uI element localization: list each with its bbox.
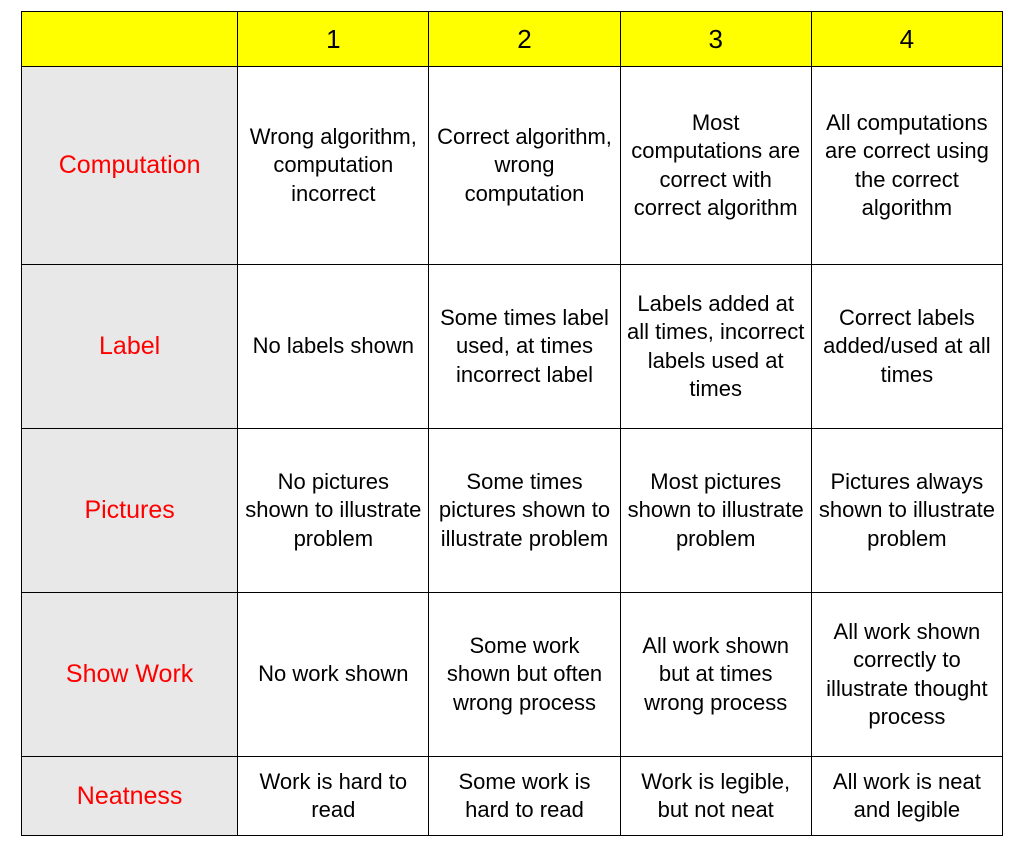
table-row xyxy=(22,593,1003,757)
rubric-cell: Wrong algorithm, computation incorrect xyxy=(238,67,429,265)
table-row xyxy=(22,265,1003,429)
rubric-table xyxy=(21,11,1003,836)
table-row xyxy=(22,67,1003,265)
rubric-cell: Correct labels added/used at all times xyxy=(811,265,1002,429)
rubric-cell: No labels shown xyxy=(238,265,429,429)
rubric-cell: Most computations are correct with correct algorithm xyxy=(620,67,811,265)
criterion-label: Pictures xyxy=(22,429,238,593)
rubric-cell: No pictures shown to illustrate problem xyxy=(238,429,429,593)
level-header-4: 4 xyxy=(811,12,1002,67)
rubric-cell: All computations are correct using the correct algorithm xyxy=(811,67,1002,265)
criterion-label: Label xyxy=(22,265,238,429)
rubric-cell: Some times label used, at times incorrect label xyxy=(429,265,620,429)
rubric-cell: Work is hard to read xyxy=(238,757,429,836)
table-row xyxy=(22,429,1003,593)
rubric-cell: All work shown correctly to illustrate thought process xyxy=(811,593,1002,757)
header-row xyxy=(22,12,1003,67)
rubric-cell: Most pictures shown to illustrate problem xyxy=(620,429,811,593)
rubric-cell: Labels added at all times, incorrect labels used at times xyxy=(620,265,811,429)
header-corner-cell xyxy=(22,12,238,67)
rubric-cell: Pictures always shown to illustrate problem xyxy=(811,429,1002,593)
criterion-label: Show Work xyxy=(22,593,238,757)
rubric-cell: Some work shown but often wrong process xyxy=(429,593,620,757)
rubric-cell: All work is neat and legible xyxy=(811,757,1002,836)
rubric-cell: Some work is hard to read xyxy=(429,757,620,836)
level-header-3: 3 xyxy=(620,12,811,67)
table-row xyxy=(22,757,1003,836)
rubric-cell: Work is legible, but not neat xyxy=(620,757,811,836)
rubric-cell: No work shown xyxy=(238,593,429,757)
level-header-2: 2 xyxy=(429,12,620,67)
criterion-label: Neatness xyxy=(22,757,238,836)
rubric-cell: All work shown but at times wrong process xyxy=(620,593,811,757)
rubric-cell: Correct algorithm, wrong computation xyxy=(429,67,620,265)
level-header-1: 1 xyxy=(238,12,429,67)
rubric-cell: Some times pictures shown to illustrate problem xyxy=(429,429,620,593)
criterion-label: Computation xyxy=(22,67,238,265)
